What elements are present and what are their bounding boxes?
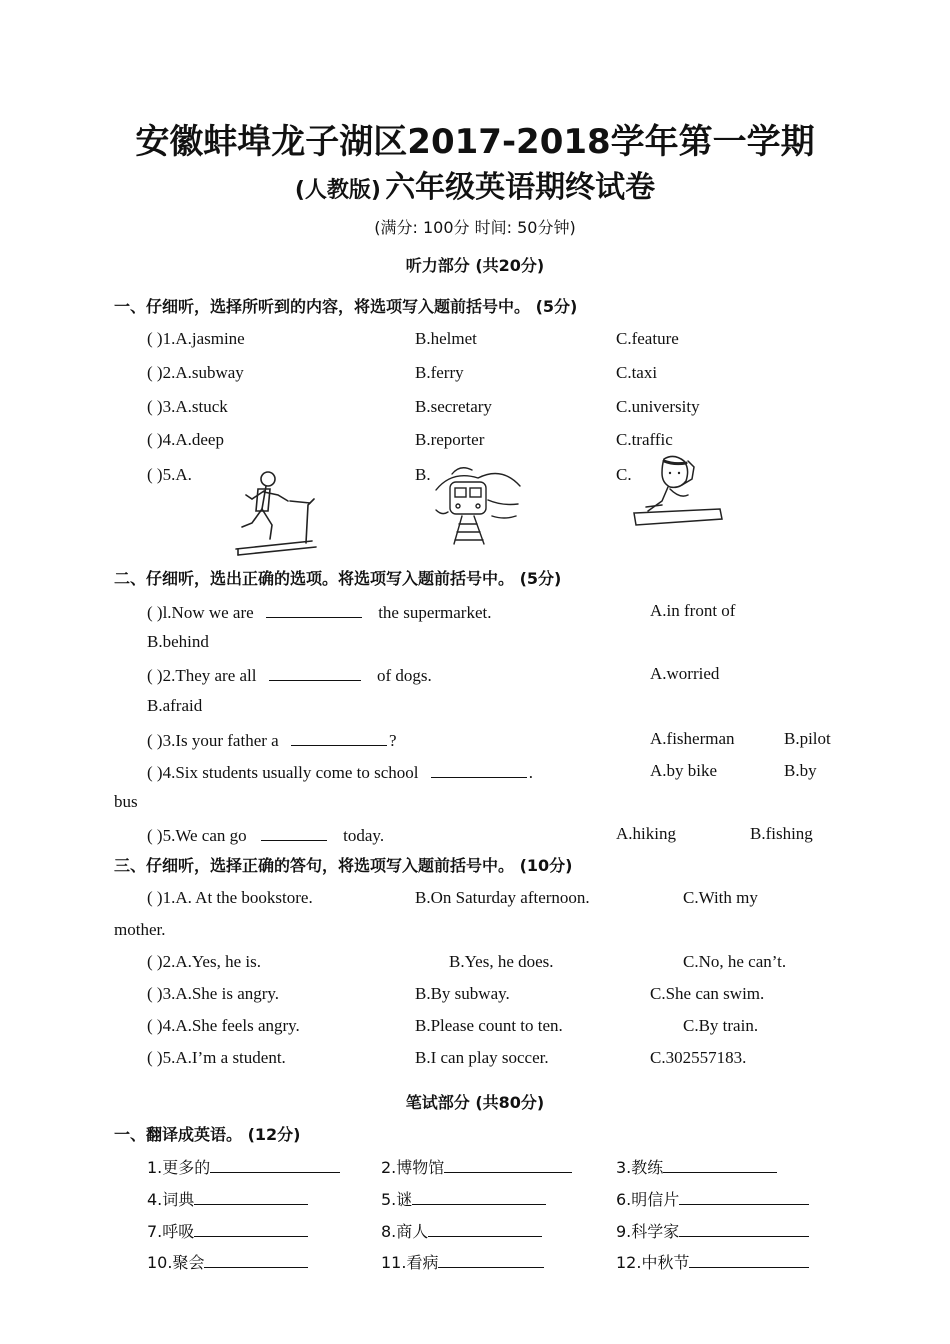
l3-q4-a: ( )4.A.She feels angry. bbox=[147, 1016, 300, 1035]
l1-q4-b: B.reporter bbox=[415, 430, 485, 449]
answer-blank[interactable] bbox=[444, 1156, 572, 1173]
l3-q5-c: C.302557183. bbox=[650, 1048, 747, 1067]
l2-q3-a: A.fisherman bbox=[650, 729, 735, 748]
l2-q5-tail: today. bbox=[343, 826, 385, 845]
l1-q5-c: C. bbox=[616, 465, 632, 484]
l1-q3: ( )3.A.stuck bbox=[147, 397, 228, 416]
answer-blank[interactable] bbox=[431, 761, 527, 778]
w1-item-9-label: 9.科学家 bbox=[616, 1222, 680, 1241]
w1-item-12 bbox=[616, 1251, 809, 1273]
listening-heading: 听力部分 (共20分) bbox=[405, 256, 545, 275]
l2-q2-tail: of dogs. bbox=[377, 666, 432, 685]
l3-q1-a: ( )1.A. At the bookstore. bbox=[147, 888, 313, 907]
w1-item-10 bbox=[147, 1251, 308, 1273]
exam-title: 六年级英语期终试卷 bbox=[385, 170, 656, 205]
answer-blank[interactable] bbox=[438, 1251, 544, 1268]
answer-blank[interactable] bbox=[194, 1220, 308, 1237]
answer-blank[interactable] bbox=[266, 601, 362, 618]
l2-q1-tail: the supermarket. bbox=[378, 603, 492, 622]
writing-heading: 笔试部分 (共80分) bbox=[405, 1093, 545, 1112]
l3-q2-b: B.Yes, he does. bbox=[449, 952, 554, 971]
w1-item-7-label: 7.呼吸 bbox=[147, 1222, 195, 1241]
w1-item-2-label: 2.博物馆 bbox=[381, 1158, 445, 1177]
w1-item-11-label: 11.看病 bbox=[381, 1253, 439, 1272]
train-illustration bbox=[432, 460, 524, 546]
w1-item-11 bbox=[381, 1251, 544, 1273]
l1-q1-b: B.helmet bbox=[415, 329, 477, 348]
l2-q1 bbox=[147, 601, 491, 623]
w1-item-6 bbox=[616, 1188, 809, 1210]
l3-q1-wrap: mother. bbox=[114, 920, 166, 939]
w1-item-8 bbox=[381, 1220, 542, 1242]
answer-blank[interactable] bbox=[679, 1188, 809, 1205]
l3-q1-c: C.With my bbox=[683, 888, 758, 907]
answer-blank[interactable] bbox=[291, 729, 387, 746]
l2-q4-b: B.by bbox=[784, 761, 817, 780]
l2-q1-text: ( )l.Now we are bbox=[147, 603, 254, 622]
score-time-info: (满分: 100分 时间: 50分钟) bbox=[374, 218, 576, 237]
w1-item-6-label: 6.明信片 bbox=[616, 1190, 680, 1209]
answer-blank[interactable] bbox=[210, 1156, 340, 1173]
l3-q4-b: B.Please count to ten. bbox=[415, 1016, 563, 1035]
w1-item-4 bbox=[147, 1188, 308, 1210]
l2-q4-text: ( )4.Six students usually come to school bbox=[147, 763, 419, 782]
answer-blank[interactable] bbox=[269, 664, 361, 681]
w1-item-1-label: 1.更多的 bbox=[147, 1158, 211, 1177]
answer-blank[interactable] bbox=[194, 1188, 308, 1205]
l3-q5-a: ( )5.A.I’m a student. bbox=[147, 1048, 286, 1067]
listening-s3-heading: 三、仔细听，选择正确的答句，将选项写入题前括号中。 (10分) bbox=[114, 856, 573, 875]
l1-q1-c: C.feature bbox=[616, 329, 679, 348]
w1-item-2 bbox=[381, 1156, 572, 1178]
l2-q3 bbox=[147, 729, 397, 751]
l2-q5-text: ( )5.We can go bbox=[147, 826, 247, 845]
l1-q3-c: C.university bbox=[616, 397, 700, 416]
w1-item-8-label: 8.商人 bbox=[381, 1222, 429, 1241]
l1-q4: ( )4.A.deep bbox=[147, 430, 224, 449]
l2-q2 bbox=[147, 664, 432, 686]
treadmill-runner-illustration bbox=[232, 465, 322, 557]
w1-item-3 bbox=[616, 1156, 777, 1178]
l2-q3-b: B.pilot bbox=[784, 729, 831, 748]
l3-q3-c: C.She can swim. bbox=[650, 984, 765, 1003]
l2-q1-wrap: B.behind bbox=[147, 632, 209, 651]
l3-q3-b: B.By subway. bbox=[415, 984, 510, 1003]
answer-blank[interactable] bbox=[689, 1251, 809, 1268]
answer-blank[interactable] bbox=[663, 1156, 777, 1173]
w1-item-3-label: 3.教练 bbox=[616, 1158, 664, 1177]
l2-q3-text: ( )3.Is your father a bbox=[147, 731, 279, 750]
l2-q5 bbox=[147, 824, 384, 846]
l3-q3-a: ( )3.A.She is angry. bbox=[147, 984, 280, 1003]
w1-item-5 bbox=[381, 1188, 546, 1210]
l3-q2-a: ( )2.A.Yes, he is. bbox=[147, 952, 261, 971]
l2-q2-text: ( )2.They are all bbox=[147, 666, 257, 685]
l1-q5: ( )5.A. bbox=[147, 465, 192, 484]
writing-s1-heading: 一、翻译成英语。 (12分) bbox=[114, 1125, 301, 1144]
w1-item-12-label: 12.中秋节 bbox=[616, 1253, 690, 1272]
w1-item-5-label: 5.谜 bbox=[381, 1190, 413, 1209]
w1-item-7 bbox=[147, 1220, 308, 1242]
w1-item-9 bbox=[616, 1220, 809, 1242]
l2-q3-tail: ? bbox=[388, 731, 397, 750]
l2-q2-wrap: B.afraid bbox=[147, 696, 203, 715]
w1-item-4-label: 4.词典 bbox=[147, 1190, 195, 1209]
answer-blank[interactable] bbox=[428, 1220, 542, 1237]
l2-q4-wrap: bus bbox=[114, 792, 138, 811]
l1-q1: ( )1.A.jasmine bbox=[147, 329, 245, 348]
listening-s2-heading: 二、仔细听，选出正确的选项。将选项写入题前括号中。 (5分) bbox=[114, 569, 562, 588]
l2-q5-b: B.fishing bbox=[750, 824, 813, 843]
l2-q2-a: A.worried bbox=[650, 664, 720, 683]
page-subtitle-line bbox=[0, 170, 950, 206]
l1-q2-b: B.ferry bbox=[415, 363, 464, 382]
l1-q5-b: B. bbox=[415, 465, 431, 484]
listening-s1-heading: 一、仔细听，选择所听到的内容，将选项写入题前括号中。 (5分) bbox=[114, 297, 578, 316]
thinking-boy-illustration bbox=[632, 455, 724, 527]
l2-q1-a: A.in front of bbox=[650, 601, 736, 620]
l3-q2-c: C.No, he can’t. bbox=[683, 952, 787, 971]
answer-blank[interactable] bbox=[679, 1220, 809, 1237]
edition-label: (人教版) bbox=[294, 178, 381, 203]
w1-item-1 bbox=[147, 1156, 340, 1178]
l2-q4-a: A.by bike bbox=[650, 761, 718, 780]
l1-q2: ( )2.A.subway bbox=[147, 363, 244, 382]
l3-q4-c: C.By train. bbox=[683, 1016, 759, 1035]
answer-blank[interactable] bbox=[204, 1251, 308, 1268]
l1-q2-c: C.taxi bbox=[616, 363, 658, 382]
w1-item-10-label: 10.聚会 bbox=[147, 1253, 205, 1272]
l3-q1-b: B.On Saturday afternoon. bbox=[415, 888, 590, 907]
l3-q5-b: B.I can play soccer. bbox=[415, 1048, 549, 1067]
answer-blank[interactable] bbox=[261, 824, 327, 841]
l1-q4-c: C.traffic bbox=[616, 430, 673, 449]
l1-q3-b: B.secretary bbox=[415, 397, 492, 416]
answer-blank[interactable] bbox=[412, 1188, 546, 1205]
l2-q4 bbox=[147, 761, 533, 783]
page-title: 安徽蚌埠龙子湖区2017-2018学年第一学期 bbox=[135, 122, 815, 162]
l2-q5-a: A.hiking bbox=[616, 824, 676, 843]
l2-q4-tail: . bbox=[528, 763, 534, 782]
